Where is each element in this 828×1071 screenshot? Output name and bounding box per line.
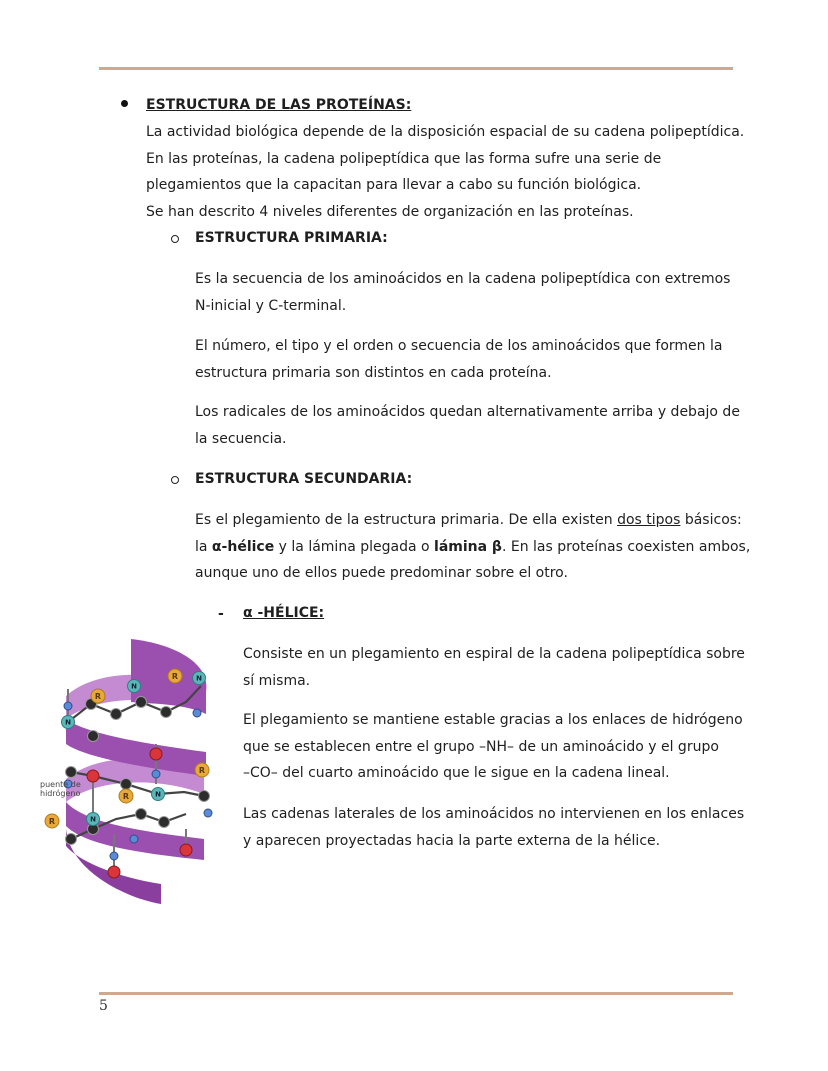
n-label: N bbox=[131, 682, 137, 691]
circle-bullet-icon bbox=[171, 476, 179, 484]
n-label: N bbox=[196, 674, 202, 683]
helice-text: sí misma. bbox=[243, 672, 311, 689]
footer-rule bbox=[99, 992, 733, 995]
helice-text: y aparecen proyectadas hacia la parte externa de la hélice. bbox=[243, 832, 661, 849]
alpha-helix-illustration bbox=[36, 634, 226, 909]
helice-text: –CO– del cuarto aminoácido que le sigue en la cadena lineal. bbox=[243, 765, 670, 781]
n-label: N bbox=[65, 718, 71, 727]
intro-line: plegamientos que la capacitan para llevar a cabo su función biológica. bbox=[146, 177, 642, 193]
r-label: R bbox=[48, 817, 56, 826]
secundaria-text: aunque uno de ellos puede predominar sobre el otro. bbox=[195, 565, 568, 581]
intro-line: Se han descrito 4 niveles diferentes de organización en las proteínas. bbox=[146, 203, 634, 220]
hydrogen-bridge-label: puente de bbox=[40, 780, 81, 789]
intro-line: En las proteínas, la cadena polipeptídica que las forma sufre una serie de bbox=[146, 150, 662, 167]
page-number: 5 bbox=[99, 998, 108, 1014]
helice-text: El plegamiento se mantiene estable gracias a los enlaces de hidrógeno bbox=[243, 712, 743, 728]
secundaria-text: Es el plegamiento de la estructura primaria. De ella existen dos tipos básicos: bbox=[195, 512, 742, 528]
primaria-text: la secuencia. bbox=[195, 430, 287, 447]
bullet-icon bbox=[121, 100, 128, 107]
header-rule bbox=[99, 67, 733, 70]
n-label: N bbox=[90, 815, 96, 824]
r-label: R bbox=[171, 672, 179, 681]
circle-bullet-icon bbox=[171, 235, 179, 243]
primaria-text: Es la secuencia de los aminoácidos en la cadena polipeptídica con extremos bbox=[195, 271, 731, 287]
r-label: R bbox=[198, 766, 206, 775]
helice-text: Las cadenas laterales de los aminoácidos no intervienen en los enlaces bbox=[243, 806, 745, 822]
primaria-text: N-inicial y C-terminal. bbox=[195, 297, 347, 314]
secundaria-text: la α-hélice y la lámina plegada o lámina β. En las proteínas coexisten ambos, bbox=[195, 538, 751, 555]
r-label: R bbox=[122, 792, 130, 801]
primaria-title: ESTRUCTURA PRIMARIA: bbox=[195, 230, 388, 246]
helice-text: que se establecen entre el grupo –NH– de un aminoácido y el grupo bbox=[243, 738, 719, 755]
primaria-text: El número, el tipo y el orden o secuencia de los aminoácidos que formen la bbox=[195, 338, 723, 354]
n-label: N bbox=[155, 790, 161, 799]
helice-text: Consiste en un plegamiento en espiral de la cadena polipeptídica sobre bbox=[243, 646, 745, 662]
dash-bullet: - bbox=[218, 606, 224, 622]
helice-title: α -HÉLICE: bbox=[243, 605, 325, 621]
primaria-text: estructura primaria son distintos en cada proteína. bbox=[195, 364, 552, 381]
hydrogen-bridge-label: hidrógeno bbox=[40, 789, 81, 798]
section-title: ESTRUCTURA DE LAS PROTEÍNAS: bbox=[146, 97, 412, 113]
r-label: R bbox=[94, 692, 102, 701]
dos-tipos-link[interactable]: dos tipos bbox=[617, 512, 681, 528]
primaria-text: Los radicales de los aminoácidos quedan alternativamente arriba y debajo de bbox=[195, 404, 740, 420]
intro-line: La actividad biológica depende de la disposición espacial de su cadena polipeptídica. bbox=[146, 124, 745, 140]
secundaria-title: ESTRUCTURA SECUNDARIA: bbox=[195, 471, 413, 487]
